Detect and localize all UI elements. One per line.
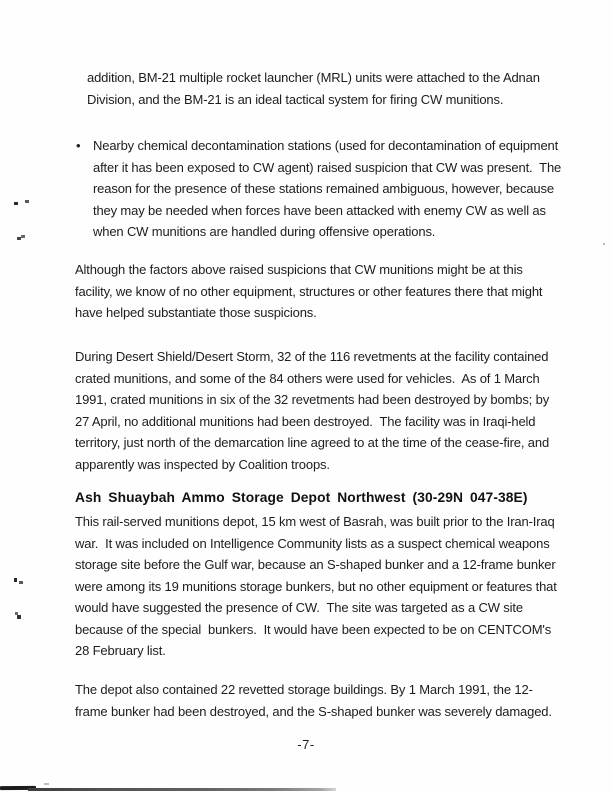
page-number: -7-	[297, 737, 315, 752]
paragraph-depot-damage	[75, 679, 552, 722]
bullet-marker: •	[76, 138, 81, 153]
text-line: war. It was included on Intelligence Community lists as a suspect chemical weapons	[75, 535, 550, 551]
scan-speck	[603, 243, 605, 245]
bullet-item-decontamination	[76, 135, 561, 243]
text-line: frame bunker had been destroyed, and the S-shaped bunker was severely damaged.	[75, 703, 552, 719]
text-line: The depot also contained 22 revetted storage buildings. By 1 March 1991, the 12-	[75, 682, 533, 697]
text-line: crated munitions, and some of the 84 others were used for vehicles. As of 1 March	[75, 370, 540, 386]
text-line: 27 April, no additional munitions had been destroyed. The facility was in Iraqi-held	[75, 413, 536, 429]
text-line: facility, we know of no other equipment, structures or other features there that might	[75, 283, 543, 299]
scan-speck	[19, 581, 23, 584]
bullet-item-text	[93, 135, 561, 243]
text-line: Although the factors above raised suspicions that CW munitions might be at this	[75, 262, 523, 277]
text-line: would have suggested the presence of CW. The site was targeted as a CW site	[75, 600, 523, 615]
text-line: 1991, crated munitions in six of the 32 revetments had been destroyed by bombs; by	[75, 392, 550, 407]
scan-speck	[21, 235, 25, 238]
paragraph-depot-intro	[75, 511, 557, 662]
text-line: storage site before the Gulf war, because an S-shaped bunker and a 12-frame bunker	[75, 557, 556, 572]
scan-artifact-bar-gray	[28, 788, 336, 791]
text-line: have helped substantiate those suspicions.	[75, 305, 317, 320]
text-line: territory, just north of the demarcation line agreed to at the time of the cease-fire, and	[75, 435, 550, 450]
text-line: 28 February list.	[75, 643, 166, 658]
scan-speck	[17, 615, 21, 619]
section-heading: Ash Shuaybah Ammo Storage Depot Northwest (30-29N 047-38E)	[75, 490, 528, 505]
scan-speck	[25, 200, 29, 203]
text-line: addition, BM-21 multiple rocket launcher (MRL) units were attached to the Adnan	[87, 70, 540, 85]
text-line: Division, and the BM-21 is an ideal tactical system for firing CW munitions.	[87, 91, 504, 107]
scan-speck	[14, 202, 18, 205]
text-line: they may be needed when forces have been attacked with enemy CW as well as	[93, 202, 546, 218]
text-line: This rail-served munitions depot, 15 km west of Basrah, was built prior to the Iran-Iraq	[75, 514, 555, 529]
text-line: were among its 19 munitions storage bunkers, but no other equipment or features that	[75, 578, 557, 594]
scan-speck	[44, 783, 49, 785]
text-line: apparently was inspected by Coalition troops.	[75, 456, 330, 472]
text-line: after it has been exposed to CW agent) raised suspicion that CW was present. The	[93, 159, 562, 175]
paragraph-suspicions	[75, 259, 542, 324]
paragraph-desert-storm	[75, 346, 549, 475]
text-line: when CW munitions are handled during offensive operations.	[93, 224, 436, 239]
scan-speck	[14, 578, 17, 582]
text-line: During Desert Shield/Desert Storm, 32 of the 116 revetments at the facility contained	[75, 349, 549, 364]
text-line: reason for the presence of these stations remained ambiguous, however, because	[93, 181, 554, 196]
text-line: because of the special bunkers. It would have been expected to be on CENTCOM's	[75, 621, 552, 637]
text-line: Nearby chemical decontamination stations (used for decontamination of equipment	[93, 138, 559, 153]
paragraph-bm21-continuation	[87, 67, 540, 110]
